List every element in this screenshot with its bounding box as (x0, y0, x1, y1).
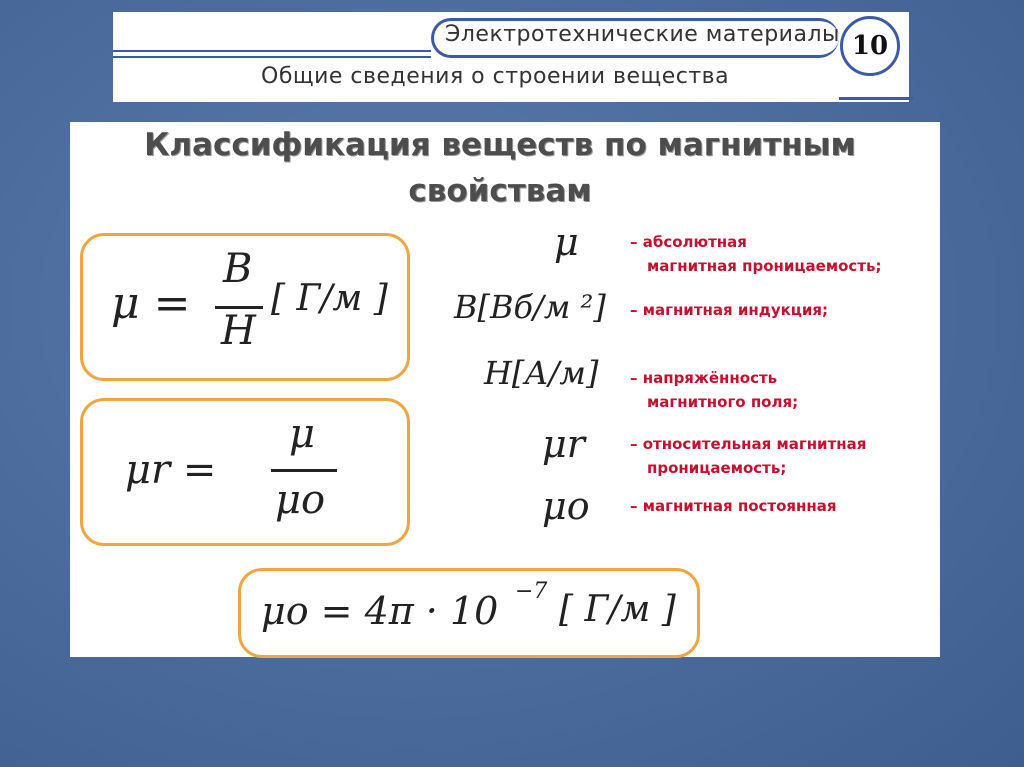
header-rule-top (113, 50, 431, 52)
symbol-b: B[Вб/м ²] (454, 288, 606, 326)
formula2-lhs: μr = (125, 447, 217, 493)
formula3-exponent: −7 (515, 579, 548, 604)
symbol-h: H[А/м] (484, 354, 599, 392)
formula2-denominator: μo (275, 477, 326, 523)
formula3-expression: μo = 4π · 10 (261, 589, 499, 633)
formula3-unit: [ Г/м ] (559, 589, 676, 630)
page-title (100, 122, 900, 214)
symbol-mu-o: μo (542, 484, 590, 528)
formula1-numerator: B (223, 246, 253, 292)
formula-box-permeability (80, 233, 410, 381)
symbol-mu: μ (554, 220, 579, 264)
definition-mu: – абсолютная магнитная проницаемость; (630, 233, 882, 275)
definition-mu-r: – относительная магнитная проницаемость; (630, 435, 867, 477)
formula1-denominator: H (221, 308, 256, 354)
page-title-line2: свойствам (408, 173, 592, 209)
symbol-mu-r: μr (542, 422, 585, 466)
formula-box-relative-permeability (80, 398, 410, 546)
formula-box-magnetic-constant (238, 568, 700, 658)
page-number-badge: 10 (840, 16, 900, 76)
formula1-lhs: μ = (111, 278, 191, 329)
page-title-line1: Классификация веществ по магнитным (144, 127, 856, 163)
definition-b: – магнитная индукция; (630, 301, 829, 319)
header-title: Электротехнические материалы (445, 22, 840, 47)
header-banner (113, 12, 909, 102)
slide-content (70, 122, 940, 657)
formula1-unit: [ Г/м ] (271, 278, 388, 319)
formula2-numerator: μ (289, 411, 315, 457)
formula2-fraction-bar (271, 469, 337, 472)
header-subtitle: Общие сведения о строении вещества (261, 64, 730, 89)
header-rule-bottom (113, 56, 431, 58)
definition-mu-o: – магнитная постоянная (630, 497, 837, 515)
definition-h: – напряжённость магнитного поля; (630, 369, 799, 411)
